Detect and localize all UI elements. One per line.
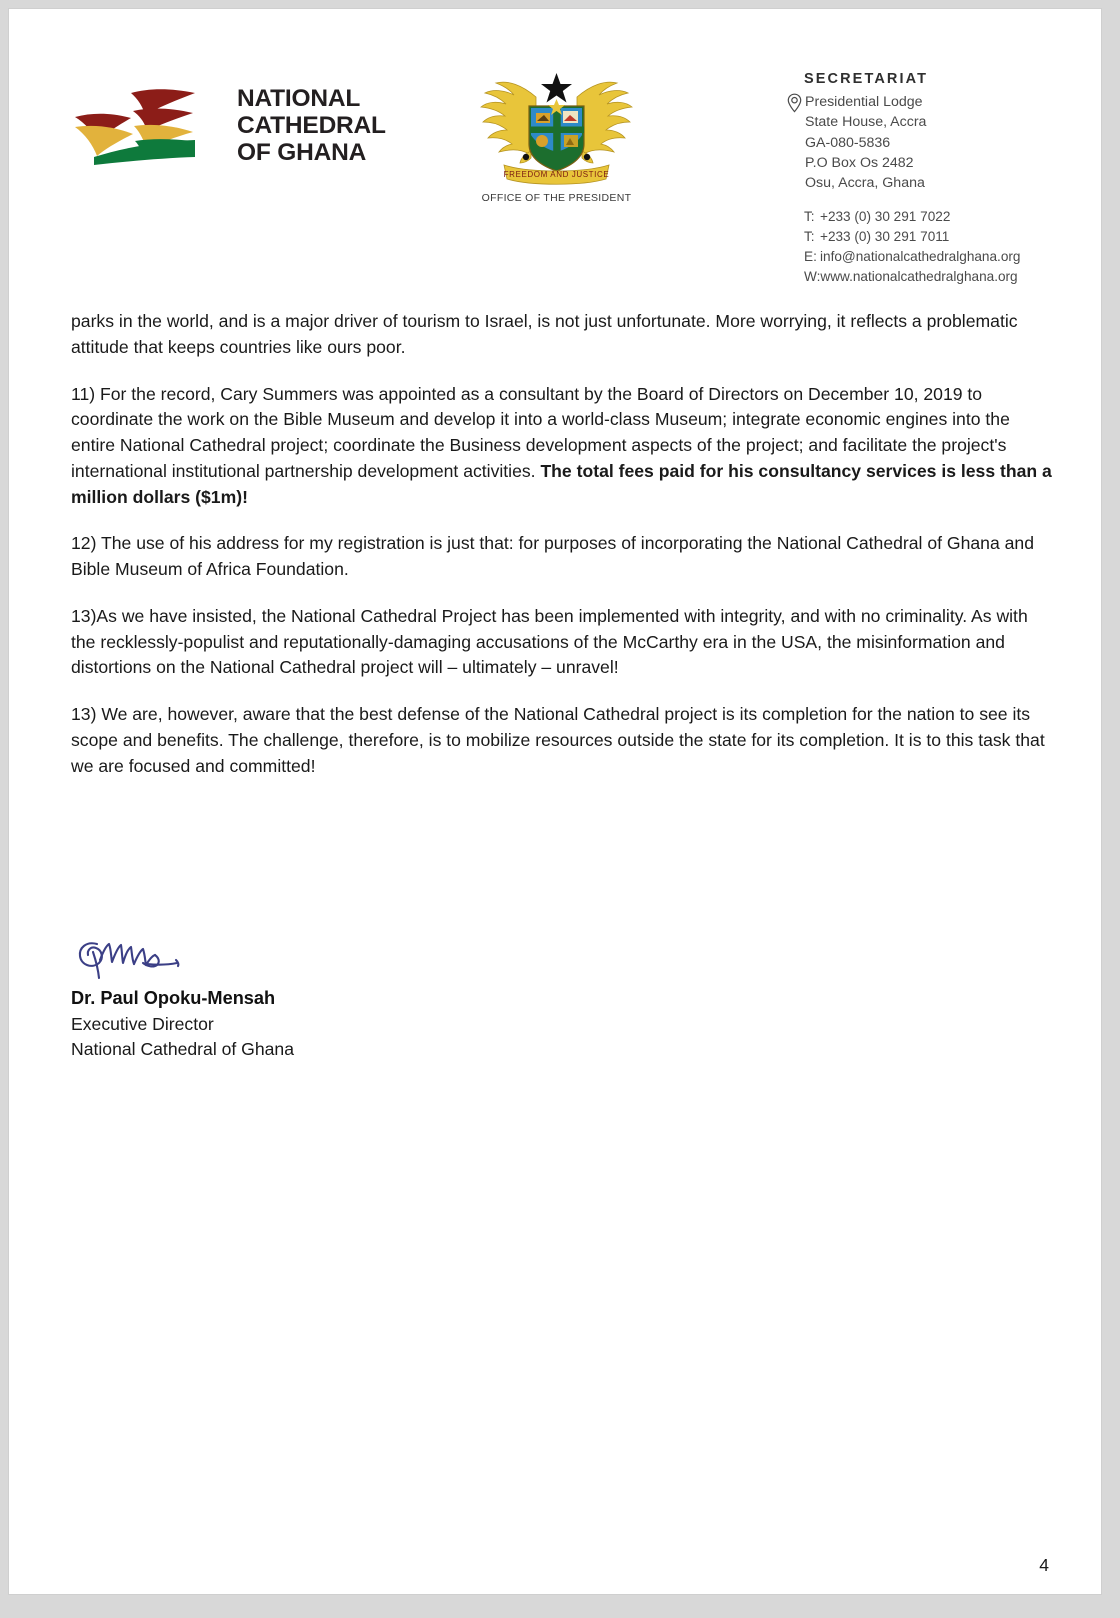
- handwritten-signature-icon: [77, 934, 189, 982]
- signatory-title: Executive Director: [71, 1013, 214, 1034]
- email-value[interactable]: info@nationalcathedralghana.org: [820, 248, 1021, 264]
- address-line-1: Presidential Lodge: [805, 94, 923, 110]
- ghana-coat-of-arms-icon: [474, 59, 639, 191]
- logo-line-3: OF GHANA: [237, 138, 367, 166]
- paragraph-continued: parks in the world, and is a major driver of tourism to Israel, is not just unfortunate. More worrying, it reflects a problematic attitude that keeps countries like ours poor.: [71, 311, 1018, 357]
- signature-block: [71, 934, 571, 1062]
- paragraph-11-text: 11) For the record, Cary Summers was appointed as a consultant by the Board of Directors on December 10, 2019 to coordinate the work on the Bible Museum and develop it into a world-class Museum; integrate economic engines into the entire National Cathedral project; coordinate the Business development aspects of the project; and facilitate the project's international institutional partnership development activities.: [71, 383, 1010, 481]
- logo-line-2: CATHEDRAL: [237, 112, 386, 140]
- logo-wordmark: [237, 86, 386, 166]
- address-line-2: State House, Accra: [805, 114, 927, 131]
- national-cathedral-logo: [71, 79, 386, 174]
- svg-text:FREEDOM AND JUSTICE: FREEDOM AND JUSTICE: [503, 170, 610, 179]
- location-pin-icon: [787, 93, 802, 113]
- paragraph-13a: 13)As we have insisted, the National Cathedral Project has been implemented with integrity, and with no criminality. As with the recklessly-populist and reputationally-damaging accusations of the McCarthy era in the USA, the misinformation and distortions on the National Cathedral project will – ultimately – unravel!: [71, 605, 1028, 678]
- phone-value-1: +233 (0) 30 291 7022: [820, 209, 951, 225]
- paragraph-11: [71, 382, 1053, 511]
- paragraph-13b: 13) We are, however, aware that the best defense of the National Cathedral project is its completion for the nation to see its scope and benefits. The challenge, therefore, is to mobilize resources outside the state for its completion. It is to this task that we are focused and committed!: [71, 704, 1045, 776]
- phone-label-1: T:: [804, 209, 815, 225]
- address-line-5: Osu, Accra, Ghana: [805, 175, 925, 192]
- paragraph-11-bold-emphasis: The total fees paid for his consultancy services is less than a million dollars ($1m)!: [71, 460, 1052, 507]
- signatory-name: Dr. Paul Opoku-Mensah: [71, 988, 276, 1008]
- phone-line-2: [804, 227, 1087, 247]
- email-label: E:: [804, 248, 817, 264]
- email-line: [804, 247, 1087, 267]
- website-label: W:: [804, 268, 821, 284]
- secretariat-title: SECRETARIAT: [804, 71, 929, 87]
- signatory-organization: National Cathedral of Ghana: [71, 1038, 294, 1059]
- website-value[interactable]: www.nationalcathedralghana.org: [820, 268, 1018, 284]
- letterhead: [9, 9, 1101, 284]
- address-lines: [805, 92, 926, 193]
- document-page: [9, 9, 1101, 1594]
- phone-value-2: +233 (0) 30 291 7011: [820, 229, 950, 245]
- cathedral-swoosh-logo-icon: [71, 79, 223, 174]
- address-row: [787, 92, 1087, 193]
- contact-lines: [804, 207, 1087, 286]
- secretariat-contact-block: [787, 71, 1087, 286]
- phone-label-2: T:: [804, 229, 815, 245]
- logo-line-1: NATIONAL: [237, 85, 361, 113]
- address-line-4: P.O Box Os 2482: [805, 154, 914, 171]
- phone-line-1: [804, 207, 1087, 227]
- paragraph-12: 12) The use of his address for my registration is just that: for purposes of incorporating the National Cathedral of Ghana and Bible Museum of Africa Foundation.: [71, 533, 1034, 580]
- letter-body: [71, 309, 1053, 800]
- arms-caption: OFFICE OF THE PRESIDENT: [481, 192, 632, 204]
- address-line-3: GA-080-5836: [805, 134, 891, 151]
- website-line: [804, 267, 1087, 287]
- ghana-coat-of-arms-block: [464, 59, 649, 204]
- page-number: 4: [1039, 1555, 1049, 1575]
